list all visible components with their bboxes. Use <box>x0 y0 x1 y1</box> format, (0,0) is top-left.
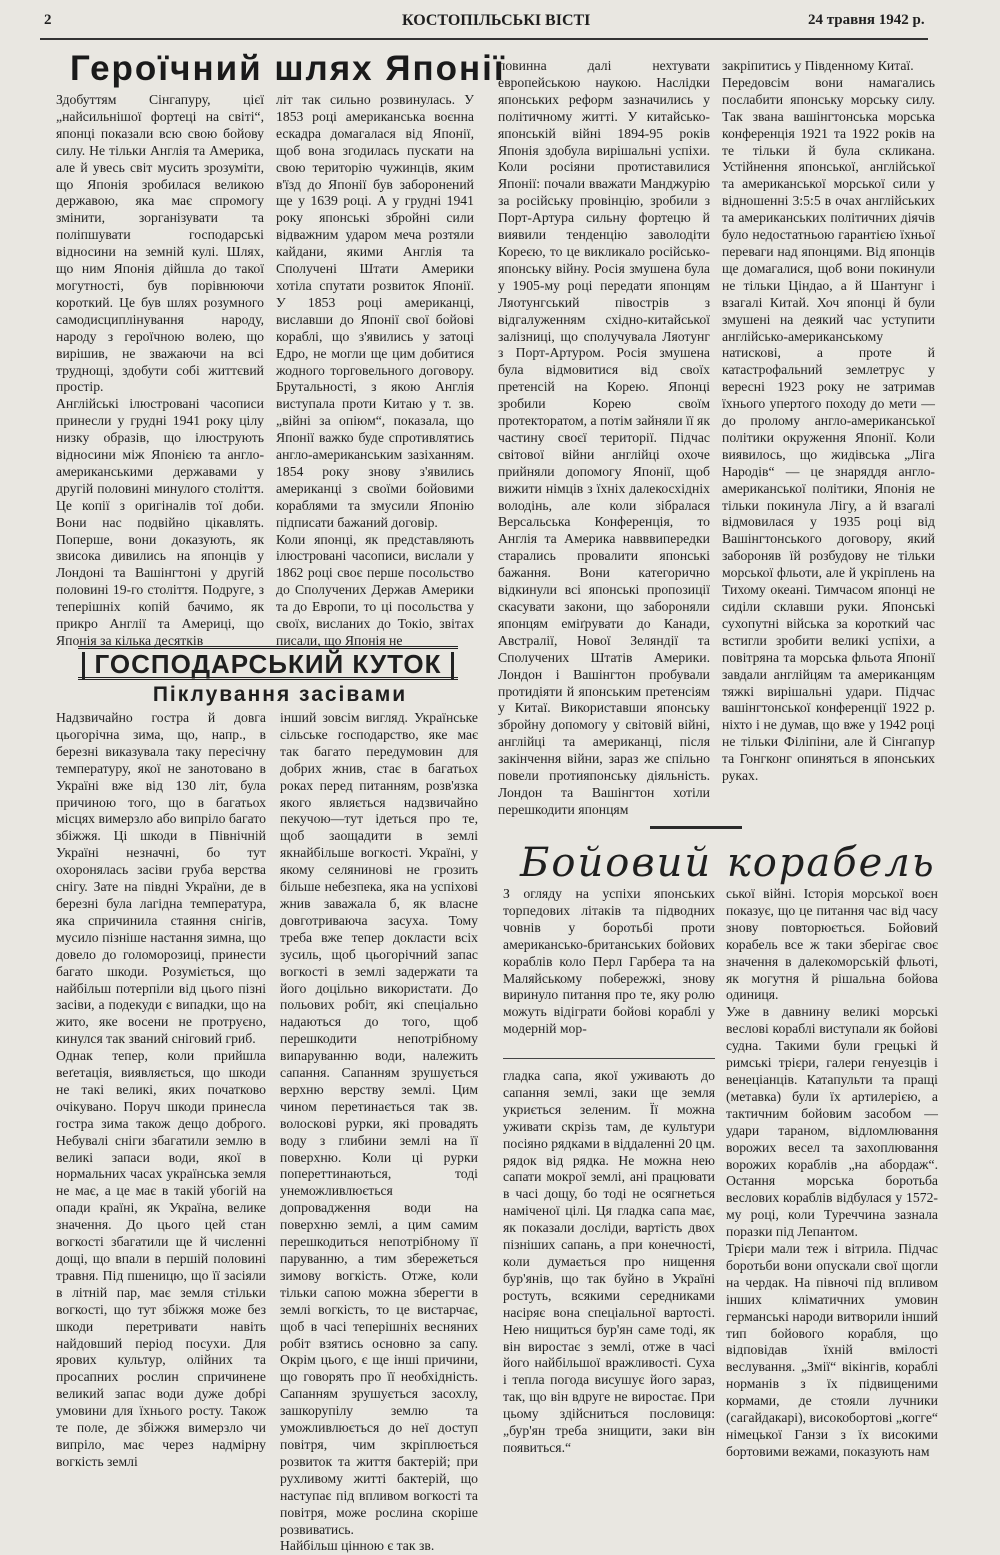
heroic-column-1: Здобуттям Сінгапуру, цієї „найсильнішої фортеці на світі“, японці показали всю свою бойову силу. Не тільки Англія та Америка, але й увесь світ мусить зрозуміти, що Японія зробилася великою державою, яка має спромогу змінити, зорганізувати та поліпшувати господарські відносини на земній кулі. Шлях, що ним Японія дійшла до такої могутності, був порівнюючи короткий. Це був шлях розумного самодисциплінування народу, народу з героїчною волею, що вирішив, не зважаючи на всі труднощі, здобути собі життєвий простір. Англійські ілюстровані часописи принесли у грудні 1941 року цілу низку образів, що ілюструють відносини між Японією та англо-американськими державами у другій половині минулого століття. Це копії з оригіналів тої доби. Вони нас подвійно цікавлять. Поперше, вони доказують, як звисока дивились на японців у Лондоні та Вашінгтоні у другій половині 19-го століття. Подруге, з теперішніх копій бачимо, як прикро Англії та Америці, що Японія за кілька десятків <box>56 92 264 648</box>
crops-column-1: Надзвичайно гостра й довга цьогорічна зима, що, напр., в березні виказувала таку пересічну температуру, якої не занотовано в Україні вже від 130 літ, була причиною того, що в багатьох місцях вимерзло або випріло багато збіжжя. Ці шкоди в Північній Україні незначні, бо тут охоронялась засіви груба верства снігу. Зате на півдні України, де в березні була лагідна температура, яка спричинила стаяння снігів, мусило пізніше настання зимна, що довело до голоморозиці, принести багато шкоди. Розуміється, що найбільш потерпіли від цього пізні засіви, а подекуди є випадки, що на жито, яке восени не протруєно, кинулся так званий сніговий гриб. Однак тепер, коли прийшла веґетація, виявляється, що шкоди не такі великі, яких початково очікувано. Поруч шкоди принесла гостра зима також дещо доброго. Небувалі сніги збагатили землю в великі запаси води, якої в нормальних часах українська земля не має, а це має в такій убогій на опади країні, як Україна, велике значення. До цього цей стан вогкості збагатили ще й численні дощі, що впали в першій половині травня. Під пшеницю, що її засіяли в літній пар, має земля стільки вогкості, що тут збіжжя може без шкоди перетривати навіть найдовший період посухи. Для ярових культур, олійних та просапних рослин спричинене великий запас води дуже добрі умовини для їхнього росту. Також те поле, де збіжжя вимерзло чи випріло, має через надмірну вогкість землі <box>56 710 266 1469</box>
separator-rule <box>650 826 742 829</box>
heroic-column-3: повинна далі нехтувати европейською наукою. Наслідки японських реформ зазначились у політичному житті. У китайсько-японській війні 1894-95 років Японія здобула вирішальні успіхи. Коли росіяни протиставилися Японії: почали вважати Манджурію за російську провінцію, зробили з Порт-Артура сильну фортецю й виявили тенденцію заволодіти Кореєю, то це викликало російсько-японську війну. Росія змушена була у 1905-му році передати японцям Ляотунгський півострів з відгалуженням східно-китайської залізниці, що сполучувала Ляотунг з Порт-Артуром. Росія змушена була відмовитися від своїх претенсій на Корею. Японці зробили Корею своїм протекторатом, а потім зайняли її як частину своєї території. Підчас світової війни англійці охоче прийняли допомогу Японії, щоб вижити німців з їхніх далекосхідніх володінь, але коли зібралася Версальська Конференція, то Англія та Америка навввипередки старались провалити японські бажання. Вони категорично відкинули всі японські пропозиції скасувати закони, що забороняли японцям еміґрувати до Канади, Австралії, Нової Зеляндії та Сполучених Штатів Америки. Лондон і Вашінгтон пробували протидіяти й японським претенсіям у Китаї. Використавши японську збройну допомогу у світовій війні, англійці та американці, після закінчення війни, зараз же спільно повели протияпонську діяльність. Лондон та Вашінгтон хотіли перешкодити японцям <box>498 58 710 817</box>
article-title-battleship: Бойовий корабель <box>520 840 936 886</box>
heroic-column-2: літ так сильно розвинулась. У 1853 році американська воєнна ескадра домагалася від Японії, щоб вона згодилась пускати на свою територію чужинців, яким в'їзд до Японії був заборонений ще у 1639 році. А у грудні 1941 року японські збройні сили відважним ударом меча розтяли кайдани, якими Англія та Сполучені Штати Америки хотіла спутати розвиток Японії. У 1853 році американці, виславши до Японії свої бойові кораблі, що з'явились у затоці Едро, не могли ще цим добитися жодного торговельного договору. Брутальності, з якою Англія виступала проти Китаю у т. зв. „війні за опіюм“, показала, що Японії важко буде спротивлятись англо-американським зазіханням. 1854 року знову з'явились американці з своїми бойовими кораблями та змусили Японію підписати бажаний договір. Коли японці, як представляють ілюстровані часописи, вислали у 1862 році своє перше посольство до Сполучених Держав Америки та до Европи, то ці посольства у своїх, висланих до Токіо, звітах писали, що Японія не <box>276 92 474 648</box>
section-header-box <box>78 646 458 680</box>
battleship-column-1: З огляду на успіхи японських торпедових літаків та підводних човнів у боротьбі проти американсько-британських бойових кораблів коло Перл Гарбера та на Маляйському побережжі, знову виринуло питання про те, яку ролю можуть відіграти бойові кораблі у модерній мор- <box>503 886 715 1037</box>
header-rule <box>40 38 928 40</box>
crops-column-3: гладка сапа, якої уживають до сапання землі, заки ще земля укриється зеленим. Її можна уживати скрізь там, де культури посіяно рядками в віддаленні 20 цм. рядок від рядка. Не можна нею сапати мокрої землі, ані працювати в часі дощу, бо тоді не осягнеться наміченої цілі. Ця гладка сапа має, як показали досліди, вартість двох пізніших сапань, а при конечності, коли думається про нищення бур'янів, що так буйно в Україні ростуть, всякими середниками насіряє вона спеціальної вартості. Нею нищиться бур'ян саме тоді, як він виростає з землі, отже в часі його найбільшої вражливості. Суха і тепла погода висушує його зараз, так, що він вдруге не виростає. При цьому здійсниться пословиця: „бур'ян треба знищити, заки він появиться.“ <box>503 1068 715 1455</box>
crops-column-2: інший зовсім вигляд. Українське сільське господарство, яке має так багато передумовин для добрих жнив, стає в багатьох роках перед питанням, розв'язка якого являється надзвичайно пекучою—тут ідеться про те, щоб заощадити в землі якнайбільше вогкості. Україні, у якому селянинові не грозить більше небезпека, яка на успіхові жнив заважала б, як власне довготриваюча засуха. Тому треба вже тепер докласти всіх зусиль, щоб цьогорічний запас вогкості в землі задержати та його доцільно використати. До польових робіт, які спеціально надаються до того, щоб перешкодити непотрібному випаруванню води, належить сапання. Сапанням зрушується верхню верству землі. Цим чином перетинається так зв. волоскові рурки, які провадять воду з глибини землі на її поверхню. Коли ці рурки попереттинаються, тоді унеможливлюється допровадження води на поверхню землі, а цим самим перешкодиться непотрібному її паруванню, а тим збережеться зимову вогкість. Отже, коли тільки сапою можна зберегти в землі вогкість, то це вистарчає, щоб в часі теперішніх весняних робіт взятись основно за сапу. Окрім цього, є ще інші причини, що говорять про її необхідність. Сапанням зрушується засохлу, зашкорупілу землю та уможливлюється до неї доступ повітря, чим зкріплюється розвиток та життя бактерій; при рухливому житті бактерій, що наступає під впливом вогкості та повітря, може рослина скоріше розвиватись. Найбільш цінною є так зв. <box>280 710 478 1554</box>
article-title-crops: Піклування засівами <box>152 683 408 706</box>
page-number: 2 <box>44 12 52 28</box>
issue-date: 24 травня 1942 р. <box>808 12 925 28</box>
battleship-column-2: ської війні. Історія морської воєн показує, що це питання час від часу знову повторюється. Бойовий корабель все ж таки зберігає своє значення в далекоморській фльоті, як могутня й рішальна бойова одиниця. Уже в давнину великі морські веслові кораблі виступали як бойові судна. Такими були грецькі й римські трієри, галери генуезців і венеціанців. Катапульти та пращі (метавка) були їх артилерією, а тактичним бойовим засобом — удари тараном, відломлювання ворожих весел та захоплювання ворожих кораблів „на абордаж“. Остання морська боротьба веслових кораблів відбулася у 1572-му році, коли Туреччина зазнала поразки під Лепантом. Трієри мали теж і вітрила. Підчас боротьби вони опускали свої щогли на чердак. На півночі під впливом інших кліматичних умовин германські народи витворили інший тип бойового корабля, що відповідав їхній вмілості веслування. „Змії“ вікінгів, кораблі норманів з їх підвищеними кормами, де стояли лучники (сагайдакарі), високобортові „когге“ німецької Ганзи з їх високими бортовими вежами, показують нам <box>726 886 938 1459</box>
column-divider-rule <box>503 1058 715 1059</box>
article-title-heroic: Героїчний шлях Японії <box>70 49 506 88</box>
heroic-column-4: закріпитись у Південному Китаї. Передовсім вони намагались послабити японську морську силу. Так звана вашінгтонська морська конференція 1921 та 1922 років на те тільки й була скликана. Устійнення японської, англійської та американської морської сили у відношенні 3:5:5 в очах англійських та американських політичних діячів було недостатньою гарантією їхньої переваги над японцями. Від японців ще домагалися, щоб вони покинули не тільки Ціндао, а й Шантунг і взагалі Китай. Хоч японці й були змушені на деякий час уступити англійсько-американському натискові, а проте й катастрофальний землетрус у вересні 1923 року не затримав їхнього упертого походу до мети — до пролому англо-американської політики окруження Японії. Коли виявилось, що жидівська „Ліга Народів“ — це знаряддя англо-американської політики, Японія не тільки покинула Лігу, а й взагалі відмовилася у 1935 році від Вашінгтонського договору, який забороняв їй розбудову не тільки морської фльоти, але й укріплень на Тихому океані. Тимчасом японці не сиділи склавши руки. Японські сухопутні війська за короткий час встигли зробити великі успіхи, а повітряна та морська фльота Японії завдали англійцям та американцям тяжкі вирішальні удари. Підчас вашінгтонської конференції 1922 р. ніхто і не думав, що вже у 1942 році не тільки Філіпіни, але й Сінгапур та Гонгконг опиняться в японських руках. <box>722 58 935 784</box>
section-title-kutok: ГОСПОДАРСЬКИЙ КУТОК <box>94 649 442 679</box>
newspaper-name: КОСТОПІЛЬСЬКІ ВІСТІ <box>402 12 591 29</box>
